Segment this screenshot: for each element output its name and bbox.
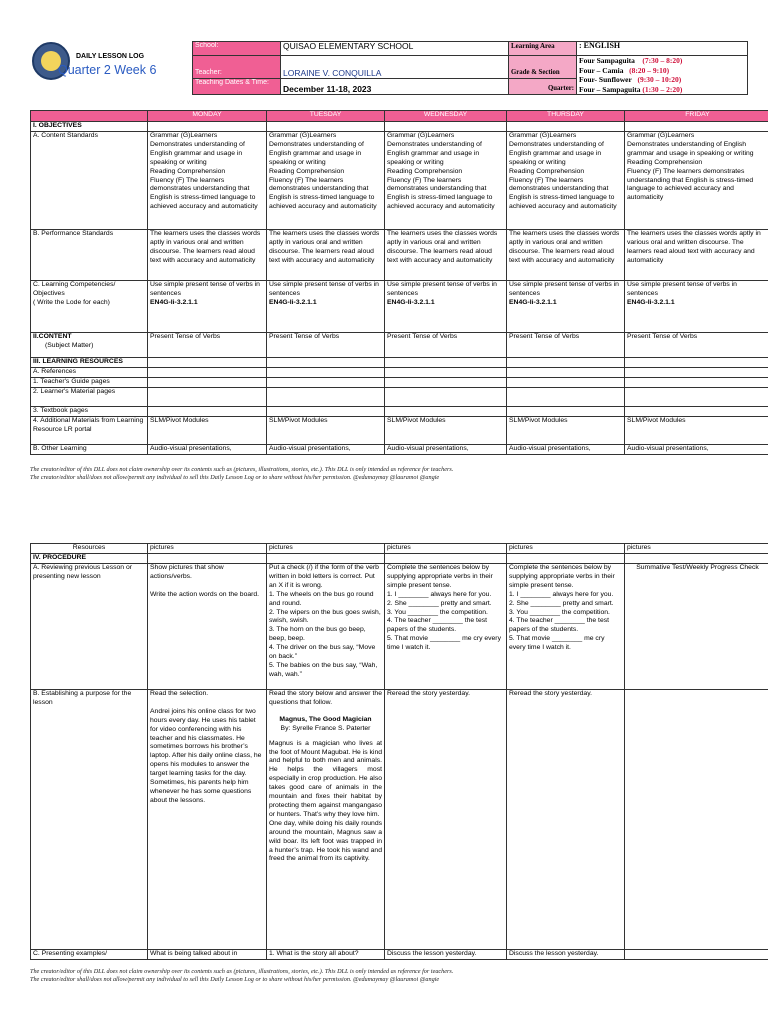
content-mon: Present Tense of Verbs (148, 333, 267, 358)
review-wed: Complete the sentences below by supplying appropriate verbs in their simple present tense. 1. I ________ always here for you. 2. She ________ pretty and smart. 3. You ________ the competition. 4. The teacher ________ the test papers of the students. 5. That movie ________ me cry every time I watch it. (385, 564, 507, 690)
performance-wed: The learners uses the classes words aptly in various oral and written discourse. The learners read aloud text with accuracy and automaticity (385, 230, 507, 281)
objectives-heading: I. OBJECTIVES (31, 122, 148, 132)
content-standards-row (31, 132, 768, 230)
performance-tue: The learners uses the classes words aptly in various oral and written discourse. The learners read aloud text with accuracy and automaticity (267, 230, 385, 281)
textbook-label: 3. Textbook pages (31, 407, 148, 417)
purpose-row (31, 690, 768, 950)
review-fri: Summative Test/Weekly Progress Check (625, 564, 768, 690)
section-4: Four – Sampaguita (1:30 – 2:20) (579, 84, 683, 94)
resources-thu: pictures (507, 544, 625, 554)
other-wed: Audio-visual presentations, (385, 445, 507, 455)
competency-tue: Use simple present tense of verbs in sentences EN4G-Ii-3.2.1.1 (267, 281, 385, 333)
content-row (31, 333, 768, 358)
dates-label: Teaching Dates & Time: (193, 78, 281, 95)
content-standards-thu: Grammar (G)Learners Demonstrates understanding of English grammar and usage in speaking or writing Reading Comprehension Fluency (F) The learners demonstrates understanding that English is stress-timed language to achieved accuracy and automaticity (507, 132, 625, 230)
resources-mon: pictures (148, 544, 267, 554)
additional-thu: SLM/Pivot Modules (507, 417, 625, 445)
competency-thu: Use simple present tense of verbs in sentences EN4G-Ii-3.2.1.1 (507, 281, 625, 333)
competency-fri: Use simple present tense of verbs in sentences EN4G-Ii-3.2.1.1 (625, 281, 768, 333)
learning-area-value: : ENGLISH (577, 42, 748, 56)
presenting-row (31, 950, 768, 960)
competency-mon: Use simple present tense of verbs in sentences EN4G-Ii-3.2.1.1 (148, 281, 267, 333)
content-fri: Present Tense of Verbs (625, 333, 768, 358)
other-learning-label: B. Other Learning (31, 445, 148, 455)
day-tuesday: TUESDAY (267, 111, 385, 122)
dll-title: DAILY LESSON LOG (76, 53, 145, 60)
performance-thu: The learners uses the classes words aptly in various oral and written discourse. The learners read aloud text with accuracy and automaticity (507, 230, 625, 281)
purpose-label: B. Establishing a purpose for the lesson (31, 690, 148, 950)
grade-section-label: Grade & Section (509, 56, 577, 79)
story-title: Magnus, The Good Magician (279, 715, 372, 723)
teacher-value: LORAINE V. CONQUILLA (281, 56, 509, 79)
learning-resources-heading: III. LEARNING RESOURCES (31, 358, 148, 368)
learners-material-label: 2. Learner's Material pages (31, 388, 148, 407)
additional-materials-label: 4. Additional Materials from Learning Resource LR portal (31, 417, 148, 445)
footer-page-2: The creator/editor of this DLL does not claim ownership over its contents such as (pictures, illustrations, stories, etc.). This DLL is only intended as reference for teachers. The creator/editor shall/does not allow/permit any individual to sell this Daily Lesson Log or to share without his/her permission. @edumaymay @lauramoi @angie (30, 968, 454, 983)
additional-fri: SLM/Pivot Modules (625, 417, 768, 445)
additional-tue: SLM/Pivot Modules (267, 417, 385, 445)
presenting-tue: 1. What is the story all about? (267, 950, 385, 960)
other-fri: Audio-visual presentations, (625, 445, 768, 455)
additional-wed: SLM/Pivot Modules (385, 417, 507, 445)
additional-mon: SLM/Pivot Modules (148, 417, 267, 445)
teacher-label: Teacher: (193, 56, 281, 79)
performance-fri: The learners uses the classes words aptly in various oral and written discourse. The learners read aloud text with accuracy and automaticity (625, 230, 768, 281)
additional-materials-row (31, 417, 768, 445)
competencies-row (31, 281, 768, 333)
other-mon: Audio-visual presentations, (148, 445, 267, 455)
section-2: Four – Camia (8:20 – 9:10) (579, 65, 670, 75)
dates-value: December 11-18, 2023 (281, 78, 509, 95)
resources-wed: pictures (385, 544, 507, 554)
day-monday: MONDAY (148, 111, 267, 122)
other-thu: Audio-visual presentations, (507, 445, 625, 455)
sections-list (577, 56, 748, 95)
content-standards-mon: Grammar (G)Learners Demonstrates understanding of English grammar and usage in speaking or writing Reading Comprehension Fluency (F) The learners demonstrates understanding that English is stress-timed language to achieved accuracy and automaticity (148, 132, 267, 230)
presenting-fri (625, 950, 768, 960)
content-standards-tue: Grammar (G)Learners Demonstrates understanding of English grammar and usage in speaking or writing Reading Comprehension Fluency (F) The learners demonstrates understanding that English is stress-timed language to achieved accuracy and automaticity (267, 132, 385, 230)
references-label: A. References (31, 368, 148, 378)
footer-page-1: The creator/editor of this DLL does not claim ownership over its contents such as (pictures, illustrations, stories, etc.). This DLL is only intended as reference for teachers. The creator/editor shall/does not allow/permit any individual to sell this Daily Lesson Log or to share without his/her permission. @edumaymay @lauramoi @angie (30, 466, 454, 481)
resources-fri: pictures (625, 544, 768, 554)
section-1: Four Sampaguita (7:30 – 8:20) (579, 56, 683, 65)
teachers-guide-label: 1. Teacher's Guide pages (31, 378, 148, 388)
other-tue: Audio-visual presentations, (267, 445, 385, 455)
resources-tue: pictures (267, 544, 385, 554)
procedure-heading: IV. PROCEDURE (31, 554, 148, 564)
presenting-thu: Discuss the lesson yesterday. (507, 950, 625, 960)
learning-area-label: Learning Area (509, 42, 577, 56)
presenting-mon: What is being talked about in (148, 950, 267, 960)
content-standards-label: A. Content Standards (31, 132, 148, 230)
purpose-wed: Reread the story yesterday. (385, 690, 507, 950)
section-3: Four- Sunflower (9:30 – 10:20) (579, 75, 682, 85)
school-label: School: (193, 42, 281, 56)
day-wednesday: WEDNESDAY (385, 111, 507, 122)
review-mon: Show pictures that show actions/verbs. Write the action words on the board. (148, 564, 267, 690)
review-label: A. Reviewing previous Lesson or presenting new lesson (31, 564, 148, 690)
performance-row (31, 230, 768, 281)
quarter-week: Quarter 2 Week 6 (58, 63, 157, 77)
competency-wed: Use simple present tense of verbs in sentences EN4G-Ii-3.2.1.1 (385, 281, 507, 333)
quarter-label: Quarter: (509, 78, 577, 95)
purpose-fri (625, 690, 768, 950)
school-value: QUISAO ELEMENTARY SCHOOL (281, 42, 509, 56)
day-thursday: THURSDAY (507, 111, 625, 122)
content-wed: Present Tense of Verbs (385, 333, 507, 358)
content-standards-fri: Grammar (G)Learners Demonstrates understanding of English grammar and usage in speaking or writing Reading Comprehension Fluency (F) The learners demonstrates understanding that English is stress-timed language to achieved accuracy and automaticity (625, 132, 768, 230)
purpose-tue: Read the story below and answer the questions that follow. Magnus, The Good Magician By: Syrelle France S. Paterter Magnus is a magician who lives at the foot of Mount Magubat. He is kind and helpful to both men and animals. He helps the villagers most especially in crop production. He also takes good care of animals in the mountain and fixes their habitat by protecting them against mangangaso or hunters. That’s why they love him. One day, while doing his daily rounds around the mountain, Magnus saw a wild boar. Its left foot was trapped in a hunter’s trap. He took his wand and freed the animal from its captivity. (267, 690, 385, 950)
other-learning-row (31, 445, 768, 455)
content-label: II.CONTENT (Subject Matter) (31, 333, 148, 358)
resources-label: Resources (31, 544, 148, 554)
story-body: Magnus is a magician who lives at the foot of Mount Magubat. He is kind and helpful to both men and animals. He helps the villagers most especially in crop production. He also takes good care of animals in the mountain and fixes their habitat by protecting them against mangangaso or hunters. That’s why they love him. One day, while doing his daily rounds around the mountain, Magnus saw a wild boar. Its left foot was trapped in a hunter’s trap. He took his wand and freed the animal from its captivity. (269, 739, 382, 863)
header-table (192, 41, 748, 95)
resources-row (31, 544, 768, 554)
lesson-table-page-2 (30, 543, 768, 960)
content-standards-wed: Grammar (G)Learners Demonstrates understanding of English grammar and usage in speaking or writing Reading Comprehension Fluency (F) The learners demonstrates understanding that English is stress-timed language to achieved accuracy and automaticity (385, 132, 507, 230)
performance-mon: The learners uses the classes words aptly in various oral and written discourse. The learners read aloud text with accuracy and automaticity (148, 230, 267, 281)
content-tue: Present Tense of Verbs (267, 333, 385, 358)
review-thu: Complete the sentences below by supplying appropriate verbs in their simple present tense. 1. I ________ always here for you. 2. She ________ pretty and smart. 3. You ________ the competition. 4. The teacher ________ the test papers of the students. 5. That movie ________ me cry every time I watch it. (507, 564, 625, 690)
day-header-row (31, 111, 768, 122)
story-author: By: Syrelle France S. Paterter (280, 724, 371, 732)
review-row (31, 564, 768, 690)
presenting-label: C. Presenting examples/ (31, 950, 148, 960)
purpose-thu: Reread the story yesterday. (507, 690, 625, 950)
content-thu: Present Tense of Verbs (507, 333, 625, 358)
review-tue: Put a check (/) if the form of the verb written in bold letters is correct. Put an X if it is wrong. 1. The wheels on the bus go round and round. 2. The wipers on the bus goes swish, swish, swish. 3. The horn on the bus go beep, beep, beep. 4. The driver on the bus say, “Move on back.” 5. The babies on the bus say, “Wah, wah, wah.” (267, 564, 385, 690)
day-friday: FRIDAY (625, 111, 768, 122)
purpose-mon: Read the selection. Andrei joins his online class for two hours every day. He uses his tablet for video conferencing with his teacher and his classmates. He sometimes borrows his brother’s laptop. After his daily online class, he opens his modules to answer the target learning tasks for the day. Sometimes, his parents help him whenever he has some questions about the lessons. (148, 690, 267, 950)
lesson-table-page-1 (30, 110, 768, 455)
performance-label: B. Performance Standards (31, 230, 148, 281)
presenting-wed: Discuss the lesson yesterday. (385, 950, 507, 960)
competencies-label: C. Learning Competencies/ Objectives ( Write the Lode for each) (31, 281, 148, 333)
